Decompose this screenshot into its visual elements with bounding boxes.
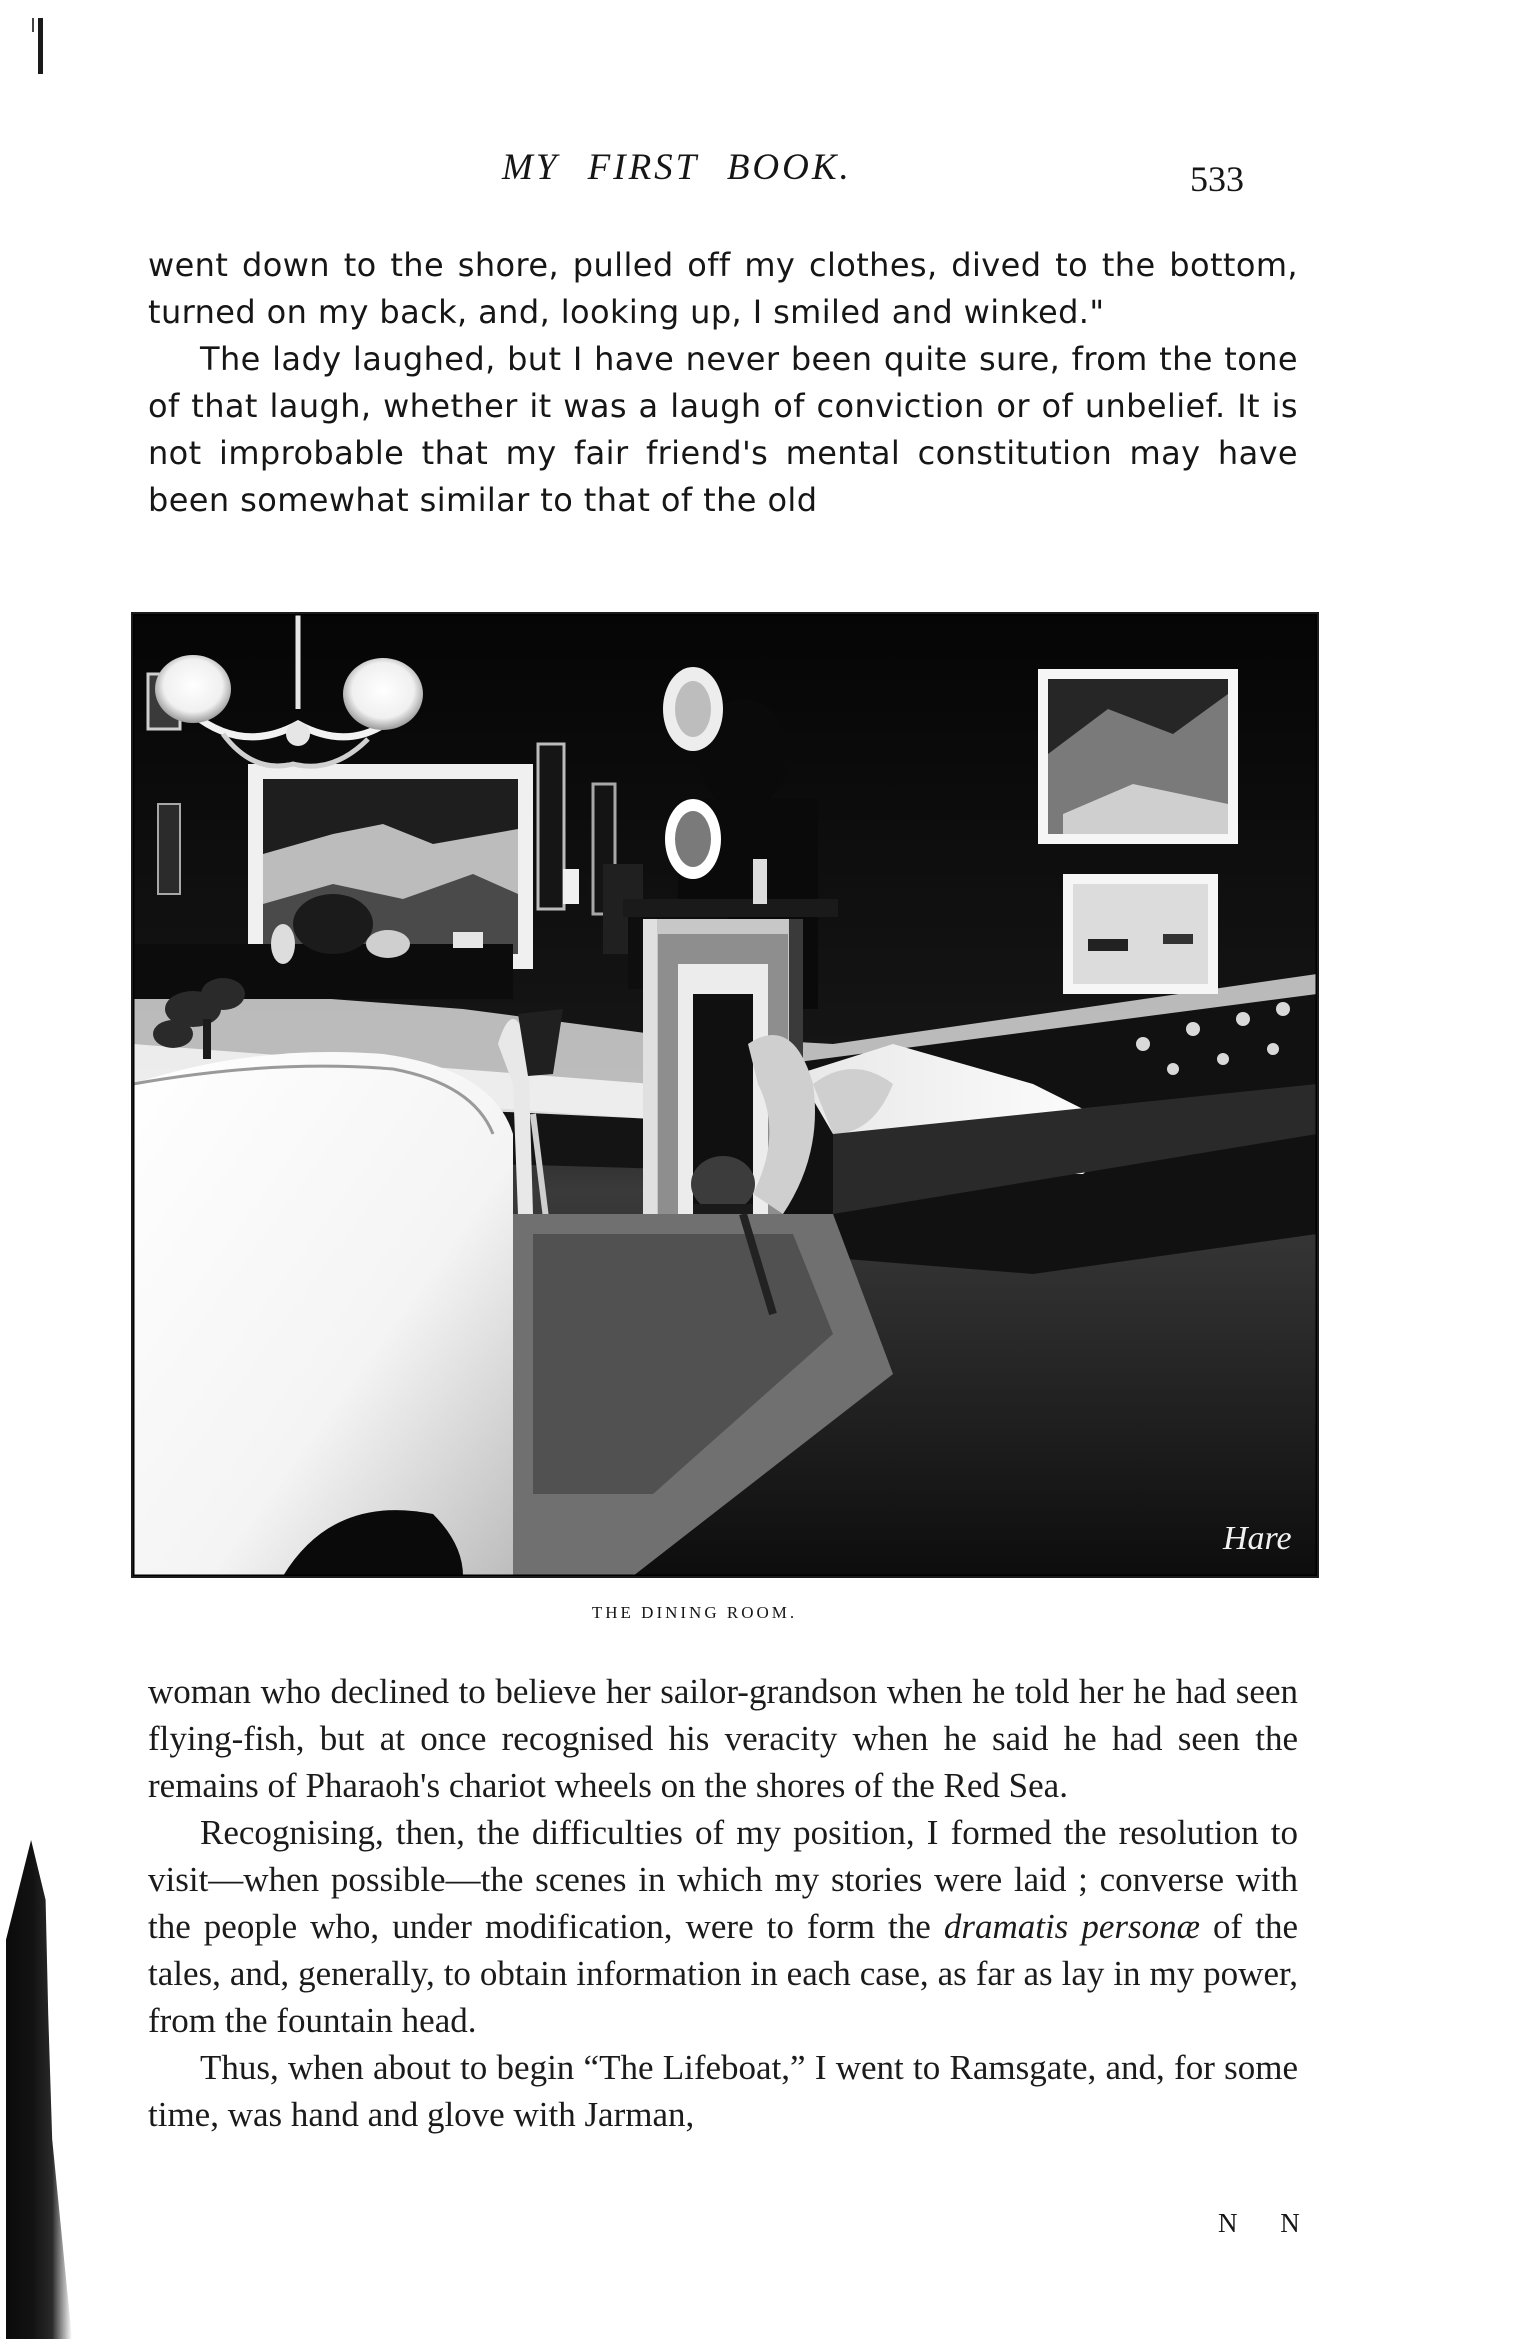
paragraph-continued: woman who declined to believe her sailor-grandson when he told her he had seen flying-fish, but at once recognised his veracity when he said he had seen the remains of Pharaoh's chariot wheels on the shores of the Red Sea. [148,1672,1298,1805]
paragraph-text: of the tales, and, generally, to obtain information in each case, as far as lay in my power, from the fountain head. [148,1907,1298,2040]
paragraph-continued: went down to the shore, pulled off my clothes, dived to the bottom, turned on my back, and, looking up, I smiled and winked." [148,246,1298,331]
artist-signature: Hare [1223,1520,1292,1557]
text-after-figure [148,1668,1298,2138]
figure-caption-text: THE DINING ROOM. [591,1603,798,1622]
running-header [0,138,1517,198]
page-number: 533 [1190,159,1244,199]
paragraph-text: Recognising, then, the difficulties of my position, I formed the resolution to visit—when possible—the scenes in which my stories were laid ; converse with the people who, under modification, were to form the [148,1813,1298,1946]
paragraph: Thus, when about to begin “The Lifeboat,” I went to Ramsgate, and, for some time, was hand and glove with Jarman, [148,2048,1298,2134]
dining-room-photograph [131,612,1319,1578]
running-title: MY FIRST BOOK. [502,147,852,188]
figure-caption [0,1603,1517,1623]
printer-signature-mark: N N [1218,2208,1318,2238]
paragraph [148,1809,1298,2044]
italic-phrase: dramatis personæ [943,1907,1200,1946]
photograph-image [133,614,1317,1576]
paragraph: The lady laughed, but I have never been quite sure, from the tone of that laugh, whether it was a laugh of conviction or of unbelief. It is not improbable that my fair friend's mental constitution may have been somewhat similar to that of the old [148,340,1298,519]
scan-artifact [38,18,43,74]
text-before-figure [148,242,1298,524]
scan-shadow-edge [6,1840,72,2339]
